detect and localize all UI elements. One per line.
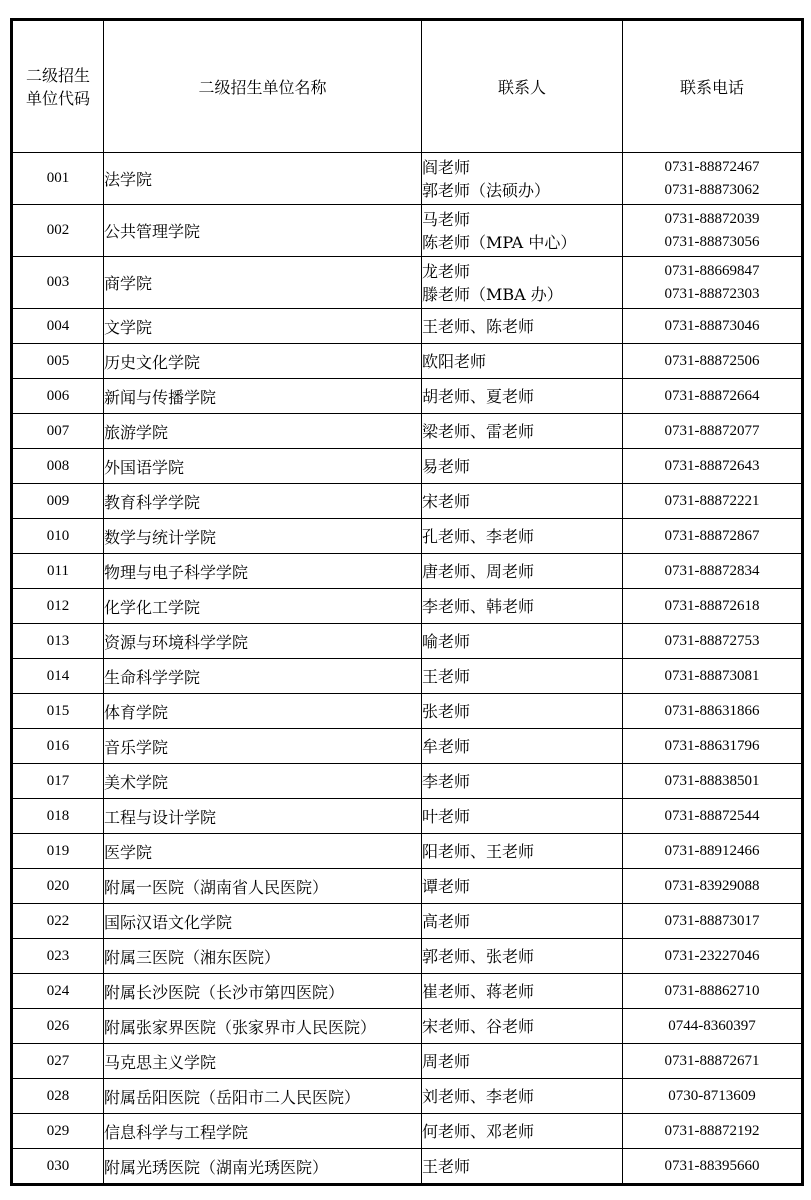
phone-cell <box>623 257 803 309</box>
contact-person: 宋老师、谷老师 <box>422 1016 535 1036</box>
contact-cell <box>422 1044 623 1079</box>
phone-number: 0744-8360397 <box>668 1017 756 1034</box>
phone-number: 0731-83929088 <box>664 877 760 894</box>
unit-code: 015 <box>12 694 104 729</box>
table-row <box>12 1149 803 1185</box>
unit-name: 音乐学院 <box>104 729 422 764</box>
phone-number: 0731-88395660 <box>664 1157 760 1174</box>
contact-person: 喻老师 <box>422 631 471 651</box>
contact-cell <box>422 624 623 659</box>
contact-cell <box>422 869 623 904</box>
contact-person: 唐老师、周老师 <box>422 561 535 581</box>
contact-person: 马老师 <box>422 209 471 229</box>
phone-number: 0731-88872671 <box>664 1052 760 1069</box>
table-row <box>12 834 803 869</box>
contact-cell <box>422 379 623 414</box>
phone-number: 0731-88873056 <box>664 233 760 250</box>
phone-cell <box>623 153 803 205</box>
table-row <box>12 309 803 344</box>
contact-person: 胡老师、夏老师 <box>422 386 535 406</box>
phone-number: 0731-88873017 <box>664 912 760 929</box>
unit-name: 物理与电子科学学院 <box>104 554 422 589</box>
unit-name: 附属三医院（湘东医院） <box>104 939 422 974</box>
unit-name: 附属岳阳医院（岳阳市二人民医院） <box>104 1079 422 1114</box>
phone-number: 0731-88872506 <box>664 352 760 369</box>
unit-code: 002 <box>12 205 104 257</box>
phone-cell <box>623 344 803 379</box>
contact-person: 王老师、陈老师 <box>422 316 535 336</box>
phone-cell <box>623 309 803 344</box>
phone-number: 0731-88872544 <box>664 807 760 824</box>
contact-cell <box>422 694 623 729</box>
phone-cell <box>623 589 803 624</box>
unit-code: 029 <box>12 1114 104 1149</box>
unit-code: 024 <box>12 974 104 1009</box>
phone-cell <box>623 694 803 729</box>
table-row <box>12 869 803 904</box>
contact-cell <box>422 764 623 799</box>
phone-cell <box>623 1079 803 1114</box>
phone-cell <box>623 1149 803 1185</box>
contact-person: 陈老师（MPA 中心） <box>422 232 577 252</box>
phone-number: 0731-88872664 <box>664 387 760 404</box>
phone-number: 0731-88631796 <box>664 737 760 754</box>
contact-person: 叶老师 <box>422 806 471 826</box>
unit-code: 020 <box>12 869 104 904</box>
table-row <box>12 694 803 729</box>
header-phone: 联系电话 <box>623 20 803 153</box>
contact-person: 张老师 <box>422 701 471 721</box>
phone-cell <box>623 1114 803 1149</box>
contact-person: 周老师 <box>422 1051 471 1071</box>
contact-cell <box>422 834 623 869</box>
table-row <box>12 974 803 1009</box>
phone-number: 0731-88838501 <box>664 772 760 789</box>
phone-cell <box>623 729 803 764</box>
table-row <box>12 729 803 764</box>
contact-person: 李老师、韩老师 <box>422 596 535 616</box>
contact-person: 宋老师 <box>422 491 471 511</box>
contact-person: 王老师 <box>422 1156 471 1176</box>
contact-cell <box>422 589 623 624</box>
table-row <box>12 153 803 205</box>
contact-person: 滕老师（MBA 办） <box>422 284 563 304</box>
contact-person: 孔老师、李老师 <box>422 526 535 546</box>
unit-name: 附属一医院（湖南省人民医院） <box>104 869 422 904</box>
phone-cell <box>623 659 803 694</box>
header-contact: 联系人 <box>422 20 623 153</box>
unit-name: 数学与统计学院 <box>104 519 422 554</box>
contact-cell <box>422 1114 623 1149</box>
contact-cell <box>422 484 623 519</box>
phone-cell <box>623 414 803 449</box>
contact-person: 李老师 <box>422 771 471 791</box>
table-row <box>12 799 803 834</box>
contact-cell <box>422 659 623 694</box>
contact-cell <box>422 904 623 939</box>
phone-cell <box>623 904 803 939</box>
table-row <box>12 554 803 589</box>
phone-cell <box>623 1009 803 1044</box>
phone-number: 0731-23227046 <box>664 947 760 964</box>
contact-table <box>10 18 804 1186</box>
unit-name: 附属张家界医院（张家界市人民医院） <box>104 1009 422 1044</box>
phone-number: 0731-88872867 <box>664 527 760 544</box>
phone-number: 0731-88872643 <box>664 457 760 474</box>
table-row <box>12 449 803 484</box>
phone-cell <box>623 519 803 554</box>
unit-name: 化学化工学院 <box>104 589 422 624</box>
unit-code: 011 <box>12 554 104 589</box>
table-row <box>12 205 803 257</box>
contact-person: 梁老师、雷老师 <box>422 421 535 441</box>
contact-cell <box>422 974 623 1009</box>
phone-number: 0731-88872834 <box>664 562 760 579</box>
phone-cell <box>623 379 803 414</box>
table-row <box>12 1079 803 1114</box>
table-row <box>12 344 803 379</box>
unit-name: 信息科学与工程学院 <box>104 1114 422 1149</box>
contact-cell <box>422 449 623 484</box>
phone-number: 0731-88872303 <box>664 285 760 302</box>
contact-cell <box>422 1149 623 1185</box>
unit-code: 018 <box>12 799 104 834</box>
unit-name: 工程与设计学院 <box>104 799 422 834</box>
unit-code: 013 <box>12 624 104 659</box>
contact-person: 欧阳老师 <box>422 351 487 371</box>
contact-cell <box>422 414 623 449</box>
unit-name: 历史文化学院 <box>104 344 422 379</box>
unit-code: 007 <box>12 414 104 449</box>
table-row <box>12 589 803 624</box>
unit-name: 附属光琇医院（湖南光琇医院） <box>104 1149 422 1185</box>
contact-person: 崔老师、蒋老师 <box>422 981 535 1001</box>
contact-person: 王老师 <box>422 666 471 686</box>
contact-cell <box>422 205 623 257</box>
table-row <box>12 904 803 939</box>
unit-code: 012 <box>12 589 104 624</box>
phone-cell <box>623 205 803 257</box>
unit-name: 公共管理学院 <box>104 205 422 257</box>
unit-name: 体育学院 <box>104 694 422 729</box>
contact-person: 何老师、邓老师 <box>422 1121 535 1141</box>
unit-code: 028 <box>12 1079 104 1114</box>
phone-number: 0731-88872221 <box>664 492 760 509</box>
contact-cell <box>422 257 623 309</box>
table-header-row <box>12 20 803 153</box>
unit-name: 马克思主义学院 <box>104 1044 422 1079</box>
contact-cell <box>422 153 623 205</box>
unit-name: 新闻与传播学院 <box>104 379 422 414</box>
header-code-line1: 二级招生 <box>25 65 90 85</box>
unit-name: 美术学院 <box>104 764 422 799</box>
phone-number: 0731-88669847 <box>664 262 760 279</box>
table-row <box>12 257 803 309</box>
phone-number: 0731-88872077 <box>664 422 760 439</box>
phone-cell <box>623 764 803 799</box>
phone-number: 0731-88862710 <box>664 982 760 999</box>
unit-code: 006 <box>12 379 104 414</box>
table-row <box>12 764 803 799</box>
table-row <box>12 1009 803 1044</box>
unit-code: 030 <box>12 1149 104 1185</box>
phone-cell <box>623 834 803 869</box>
phone-number: 0731-88873062 <box>664 181 760 198</box>
unit-name: 商学院 <box>104 257 422 309</box>
contact-cell <box>422 519 623 554</box>
unit-code: 005 <box>12 344 104 379</box>
phone-number: 0731-88631866 <box>664 702 760 719</box>
contact-person: 谭老师 <box>422 876 471 896</box>
unit-name: 旅游学院 <box>104 414 422 449</box>
unit-name: 教育科学学院 <box>104 484 422 519</box>
unit-name: 外国语学院 <box>104 449 422 484</box>
phone-cell <box>623 554 803 589</box>
unit-name: 资源与环境科学学院 <box>104 624 422 659</box>
contact-cell <box>422 554 623 589</box>
contact-person: 牟老师 <box>422 736 471 756</box>
unit-code: 027 <box>12 1044 104 1079</box>
unit-code: 001 <box>12 153 104 205</box>
contact-person: 阎老师 <box>422 157 471 177</box>
phone-number: 0731-88872039 <box>664 210 760 227</box>
phone-number: 0731-88872618 <box>664 597 760 614</box>
contact-cell <box>422 939 623 974</box>
contact-person: 阳老师、王老师 <box>422 841 535 861</box>
table-row <box>12 484 803 519</box>
contact-person: 郭老师、张老师 <box>422 946 535 966</box>
unit-code: 022 <box>12 904 104 939</box>
unit-name: 法学院 <box>104 153 422 205</box>
phone-number: 0731-88873081 <box>664 667 760 684</box>
table-row <box>12 659 803 694</box>
phone-cell <box>623 869 803 904</box>
header-name: 二级招生单位名称 <box>104 20 422 153</box>
unit-code: 026 <box>12 1009 104 1044</box>
unit-code: 019 <box>12 834 104 869</box>
contact-person: 郭老师（法硕办） <box>422 180 551 200</box>
phone-number: 0731-88872192 <box>664 1122 760 1139</box>
unit-code: 010 <box>12 519 104 554</box>
contact-cell <box>422 309 623 344</box>
phone-number: 0730-8713609 <box>668 1087 756 1104</box>
phone-number: 0731-88912466 <box>664 842 760 859</box>
contact-cell <box>422 1009 623 1044</box>
contact-person: 易老师 <box>422 456 471 476</box>
contact-person: 刘老师、李老师 <box>422 1086 535 1106</box>
contact-cell <box>422 1079 623 1114</box>
header-code-line2: 单位代码 <box>25 88 90 108</box>
table-row <box>12 939 803 974</box>
phone-cell <box>623 939 803 974</box>
phone-number: 0731-88873046 <box>664 317 760 334</box>
unit-code: 003 <box>12 257 104 309</box>
table-row <box>12 519 803 554</box>
phone-cell <box>623 624 803 659</box>
contact-person: 高老师 <box>422 911 471 931</box>
table-row <box>12 624 803 659</box>
table-row <box>12 414 803 449</box>
unit-name: 生命科学学院 <box>104 659 422 694</box>
contact-cell <box>422 729 623 764</box>
contact-cell <box>422 344 623 379</box>
phone-number: 0731-88872753 <box>664 632 760 649</box>
phone-cell <box>623 799 803 834</box>
phone-cell <box>623 1044 803 1079</box>
contact-cell <box>422 799 623 834</box>
unit-name: 医学院 <box>104 834 422 869</box>
unit-name: 附属长沙医院（长沙市第四医院） <box>104 974 422 1009</box>
phone-cell <box>623 484 803 519</box>
phone-number: 0731-88872467 <box>664 158 760 175</box>
unit-code: 008 <box>12 449 104 484</box>
unit-code: 023 <box>12 939 104 974</box>
phone-cell <box>623 974 803 1009</box>
unit-code: 016 <box>12 729 104 764</box>
table-row <box>12 1044 803 1079</box>
table-body <box>12 153 803 1185</box>
table-row <box>12 379 803 414</box>
contact-person: 龙老师 <box>422 261 471 281</box>
header-code <box>12 20 104 153</box>
unit-code: 014 <box>12 659 104 694</box>
unit-name: 文学院 <box>104 309 422 344</box>
unit-code: 009 <box>12 484 104 519</box>
document-page <box>10 18 801 1186</box>
unit-name: 国际汉语文化学院 <box>104 904 422 939</box>
table-row <box>12 1114 803 1149</box>
phone-cell <box>623 449 803 484</box>
unit-code: 004 <box>12 309 104 344</box>
unit-code: 017 <box>12 764 104 799</box>
